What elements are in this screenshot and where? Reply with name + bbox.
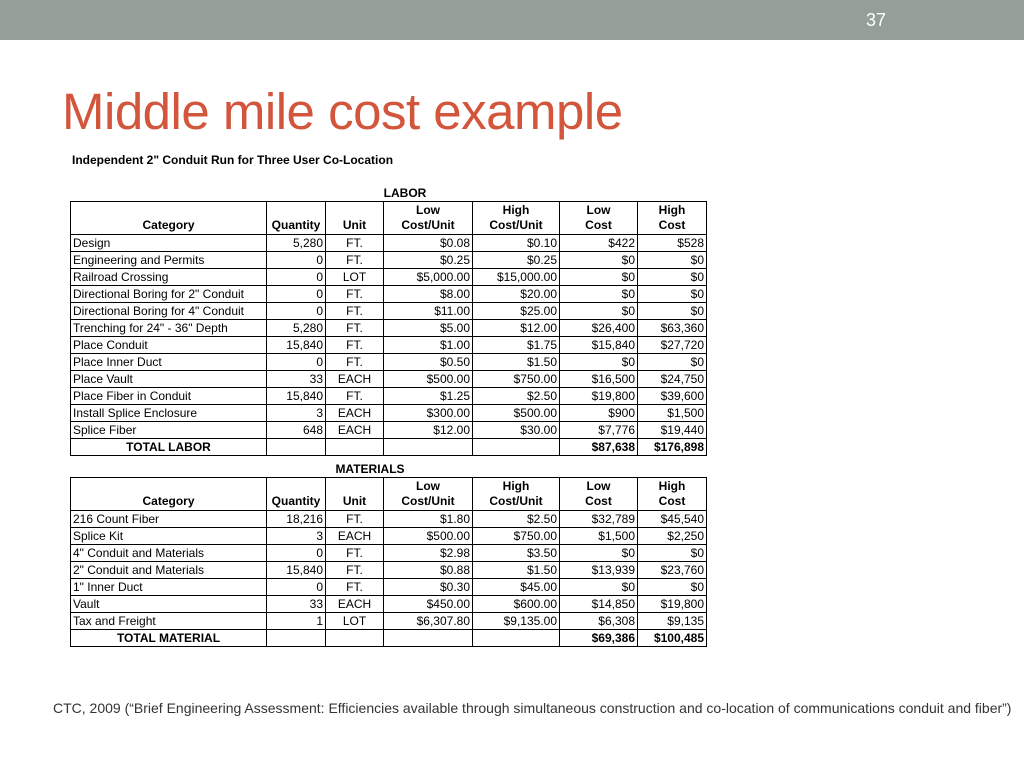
table-cell: $0 <box>560 286 638 303</box>
table-row <box>71 371 707 388</box>
materials-table <box>70 477 707 647</box>
labor-table <box>70 201 707 456</box>
table-cell: Directional Boring for 2" Conduit <box>71 286 267 303</box>
table-cell: 1" Inner Duct <box>71 579 267 596</box>
table-cell: $14,850 <box>560 596 638 613</box>
table-cell: $2.98 <box>384 545 473 562</box>
table-row <box>71 303 707 320</box>
header-quantity: Quantity <box>267 202 326 235</box>
table-cell: $27,720 <box>638 337 707 354</box>
header-high-cost: High Cost <box>638 202 707 235</box>
table-cell: $0 <box>560 303 638 320</box>
table-cell: $0 <box>638 579 707 596</box>
table-cell: Trenching for 24" - 36" Depth <box>71 320 267 337</box>
table-cell <box>267 439 326 456</box>
citation: CTC, 2009 (“Brief Engineering Assessment: Efficiencies available through simultaneous construction and co-location of communications conduit and fiber”) <box>53 700 1012 716</box>
table-cell: $2,250 <box>638 528 707 545</box>
total-low-cost: $87,638 <box>560 439 638 456</box>
table-cell: Place Conduit <box>71 337 267 354</box>
table-cell: Vault <box>71 596 267 613</box>
table-cell: $0 <box>638 303 707 320</box>
labor-section-title: LABOR <box>383 186 427 200</box>
total-label: TOTAL LABOR <box>71 439 267 456</box>
header-quantity: Quantity <box>267 478 326 511</box>
table-cell: 0 <box>267 286 326 303</box>
table-cell: $26,400 <box>560 320 638 337</box>
table-cell: LOT <box>326 269 384 286</box>
table-cell: $0.10 <box>473 235 560 252</box>
table-cell: $500.00 <box>384 528 473 545</box>
table-cell: $39,600 <box>638 388 707 405</box>
table-cell: $63,360 <box>638 320 707 337</box>
table-caption: Independent 2" Conduit Run for Three User Co-Location <box>72 153 394 167</box>
table-cell: $500.00 <box>473 405 560 422</box>
table-cell: 0 <box>267 545 326 562</box>
table-cell: 1 <box>267 613 326 630</box>
table-cell: Tax and Freight <box>71 613 267 630</box>
table-cell: $19,800 <box>560 388 638 405</box>
table-cell: $16,500 <box>560 371 638 388</box>
table-row <box>71 286 707 303</box>
table-cell: Railroad Crossing <box>71 269 267 286</box>
table-cell: $0 <box>560 545 638 562</box>
table-cell: Splice Fiber <box>71 422 267 439</box>
table-cell: $24,750 <box>638 371 707 388</box>
table-cell: 2" Conduit and Materials <box>71 562 267 579</box>
table-cell: $0 <box>560 269 638 286</box>
table-cell: $2.50 <box>473 511 560 528</box>
table-cell: $12.00 <box>384 422 473 439</box>
table-cell: $1,500 <box>638 405 707 422</box>
table-cell: $422 <box>560 235 638 252</box>
table-cell <box>384 439 473 456</box>
table-cell: Place Inner Duct <box>71 354 267 371</box>
table-cell: $0 <box>638 545 707 562</box>
table-cell: 4" Conduit and Materials <box>71 545 267 562</box>
table-cell: EACH <box>326 596 384 613</box>
table-cell: 648 <box>267 422 326 439</box>
table-row <box>71 562 707 579</box>
table-cell: $15,000.00 <box>473 269 560 286</box>
table-cell: FT. <box>326 320 384 337</box>
table-cell: $900 <box>560 405 638 422</box>
table-cell <box>473 439 560 456</box>
table-cell: $0.25 <box>384 252 473 269</box>
table-cell: Place Fiber in Conduit <box>71 388 267 405</box>
table-cell: $0 <box>560 252 638 269</box>
table-cell: $32,789 <box>560 511 638 528</box>
table-cell <box>326 630 384 647</box>
table-cell <box>267 630 326 647</box>
labor-header-row <box>71 202 707 235</box>
table-cell: $500.00 <box>384 371 473 388</box>
table-cell: $9,135.00 <box>473 613 560 630</box>
table-cell: 0 <box>267 269 326 286</box>
table-cell: 5,280 <box>267 235 326 252</box>
table-cell: $0.25 <box>473 252 560 269</box>
table-cell: EACH <box>326 371 384 388</box>
table-cell: $5,000.00 <box>384 269 473 286</box>
table-cell: $1.50 <box>473 562 560 579</box>
table-cell: $30.00 <box>473 422 560 439</box>
table-cell <box>326 439 384 456</box>
table-cell: EACH <box>326 528 384 545</box>
table-row <box>71 613 707 630</box>
total-row <box>71 630 707 647</box>
table-cell: Engineering and Permits <box>71 252 267 269</box>
table-row <box>71 596 707 613</box>
table-cell: $528 <box>638 235 707 252</box>
table-cell: 15,840 <box>267 337 326 354</box>
slide-title: Middle mile cost example <box>62 83 623 140</box>
table-cell: FT. <box>326 303 384 320</box>
total-high-cost: $176,898 <box>638 439 707 456</box>
table-cell: $300.00 <box>384 405 473 422</box>
table-cell: LOT <box>326 613 384 630</box>
table-cell: 0 <box>267 303 326 320</box>
table-cell: $0 <box>638 286 707 303</box>
table-cell: 15,840 <box>267 562 326 579</box>
table-cell: $45.00 <box>473 579 560 596</box>
table-cell: 3 <box>267 528 326 545</box>
table-cell: FT. <box>326 388 384 405</box>
header-category: Category <box>71 478 267 511</box>
table-row <box>71 337 707 354</box>
table-cell: 216 Count Fiber <box>71 511 267 528</box>
table-cell: $6,307.80 <box>384 613 473 630</box>
table-cell: $1.00 <box>384 337 473 354</box>
total-high-cost: $100,485 <box>638 630 707 647</box>
table-cell: $1.80 <box>384 511 473 528</box>
header-low-cost: Low Cost <box>560 202 638 235</box>
header-high-cost: High Cost <box>638 478 707 511</box>
table-cell: 15,840 <box>267 388 326 405</box>
table-row <box>71 235 707 252</box>
top-bar <box>0 0 1024 40</box>
header-low-cost-unit: Low Cost/Unit <box>384 478 473 511</box>
table-cell: FT. <box>326 579 384 596</box>
table-row <box>71 528 707 545</box>
table-cell: Place Vault <box>71 371 267 388</box>
table-row <box>71 354 707 371</box>
table-cell: $0 <box>560 579 638 596</box>
table-cell: $0.50 <box>384 354 473 371</box>
table-cell: FT. <box>326 562 384 579</box>
materials-header-row <box>71 478 707 511</box>
table-cell: $0.88 <box>384 562 473 579</box>
table-cell: $1.75 <box>473 337 560 354</box>
table-cell: 33 <box>267 371 326 388</box>
table-cell: 5,280 <box>267 320 326 337</box>
table-cell: 33 <box>267 596 326 613</box>
table-cell: $0 <box>638 354 707 371</box>
table-cell: $25.00 <box>473 303 560 320</box>
table-cell: $15,840 <box>560 337 638 354</box>
header-unit: Unit <box>326 202 384 235</box>
header-unit: Unit <box>326 478 384 511</box>
table-cell: $12.00 <box>473 320 560 337</box>
table-cell: Design <box>71 235 267 252</box>
table-cell: $3.50 <box>473 545 560 562</box>
table-cell: 0 <box>267 354 326 371</box>
table-cell: 18,216 <box>267 511 326 528</box>
table-cell: Install Splice Enclosure <box>71 405 267 422</box>
table-cell: $0 <box>638 269 707 286</box>
header-high-cost-unit: High Cost/Unit <box>473 478 560 511</box>
table-cell: FT. <box>326 252 384 269</box>
table-cell: 0 <box>267 579 326 596</box>
table-row <box>71 320 707 337</box>
table-cell: $0 <box>638 252 707 269</box>
header-low-cost: Low Cost <box>560 478 638 511</box>
table-cell: $450.00 <box>384 596 473 613</box>
total-label: TOTAL MATERIAL <box>71 630 267 647</box>
header-category: Category <box>71 202 267 235</box>
table-cell: $1,500 <box>560 528 638 545</box>
table-cell: FT. <box>326 286 384 303</box>
table-cell: Splice Kit <box>71 528 267 545</box>
table-row <box>71 545 707 562</box>
table-cell: $11.00 <box>384 303 473 320</box>
materials-section-title: MATERIALS <box>335 462 405 476</box>
table-row <box>71 269 707 286</box>
table-cell: $23,760 <box>638 562 707 579</box>
table-row <box>71 405 707 422</box>
total-low-cost: $69,386 <box>560 630 638 647</box>
header-low-cost-unit: Low Cost/Unit <box>384 202 473 235</box>
table-row <box>71 511 707 528</box>
table-row <box>71 422 707 439</box>
table-cell: $6,308 <box>560 613 638 630</box>
table-cell: FT. <box>326 545 384 562</box>
table-cell: EACH <box>326 405 384 422</box>
table-row <box>71 252 707 269</box>
table-cell: 0 <box>267 252 326 269</box>
header-high-cost-unit: High Cost/Unit <box>473 202 560 235</box>
table-cell: $1.25 <box>384 388 473 405</box>
slide-number: 37 <box>865 10 886 30</box>
table-cell: $7,776 <box>560 422 638 439</box>
table-cell: $0 <box>560 354 638 371</box>
table-cell: $20.00 <box>473 286 560 303</box>
table-row <box>71 579 707 596</box>
table-cell: FT. <box>326 511 384 528</box>
table-cell: $9,135 <box>638 613 707 630</box>
total-row <box>71 439 707 456</box>
table-cell: $750.00 <box>473 528 560 545</box>
table-cell: $13,939 <box>560 562 638 579</box>
table-cell: $1.50 <box>473 354 560 371</box>
table-cell: $8.00 <box>384 286 473 303</box>
table-cell: $0.30 <box>384 579 473 596</box>
table-row <box>71 388 707 405</box>
table-cell: Directional Boring for 4" Conduit <box>71 303 267 320</box>
table-cell: FT. <box>326 337 384 354</box>
table-cell: $45,540 <box>638 511 707 528</box>
table-cell: $750.00 <box>473 371 560 388</box>
table-cell: $2.50 <box>473 388 560 405</box>
table-cell: $5.00 <box>384 320 473 337</box>
table-cell: FT. <box>326 235 384 252</box>
table-cell: EACH <box>326 422 384 439</box>
table-cell: FT. <box>326 354 384 371</box>
table-cell: $0.08 <box>384 235 473 252</box>
table-cell: $19,800 <box>638 596 707 613</box>
table-cell <box>384 630 473 647</box>
table-cell <box>473 630 560 647</box>
table-cell: $600.00 <box>473 596 560 613</box>
table-cell: $19,440 <box>638 422 707 439</box>
table-cell: 3 <box>267 405 326 422</box>
